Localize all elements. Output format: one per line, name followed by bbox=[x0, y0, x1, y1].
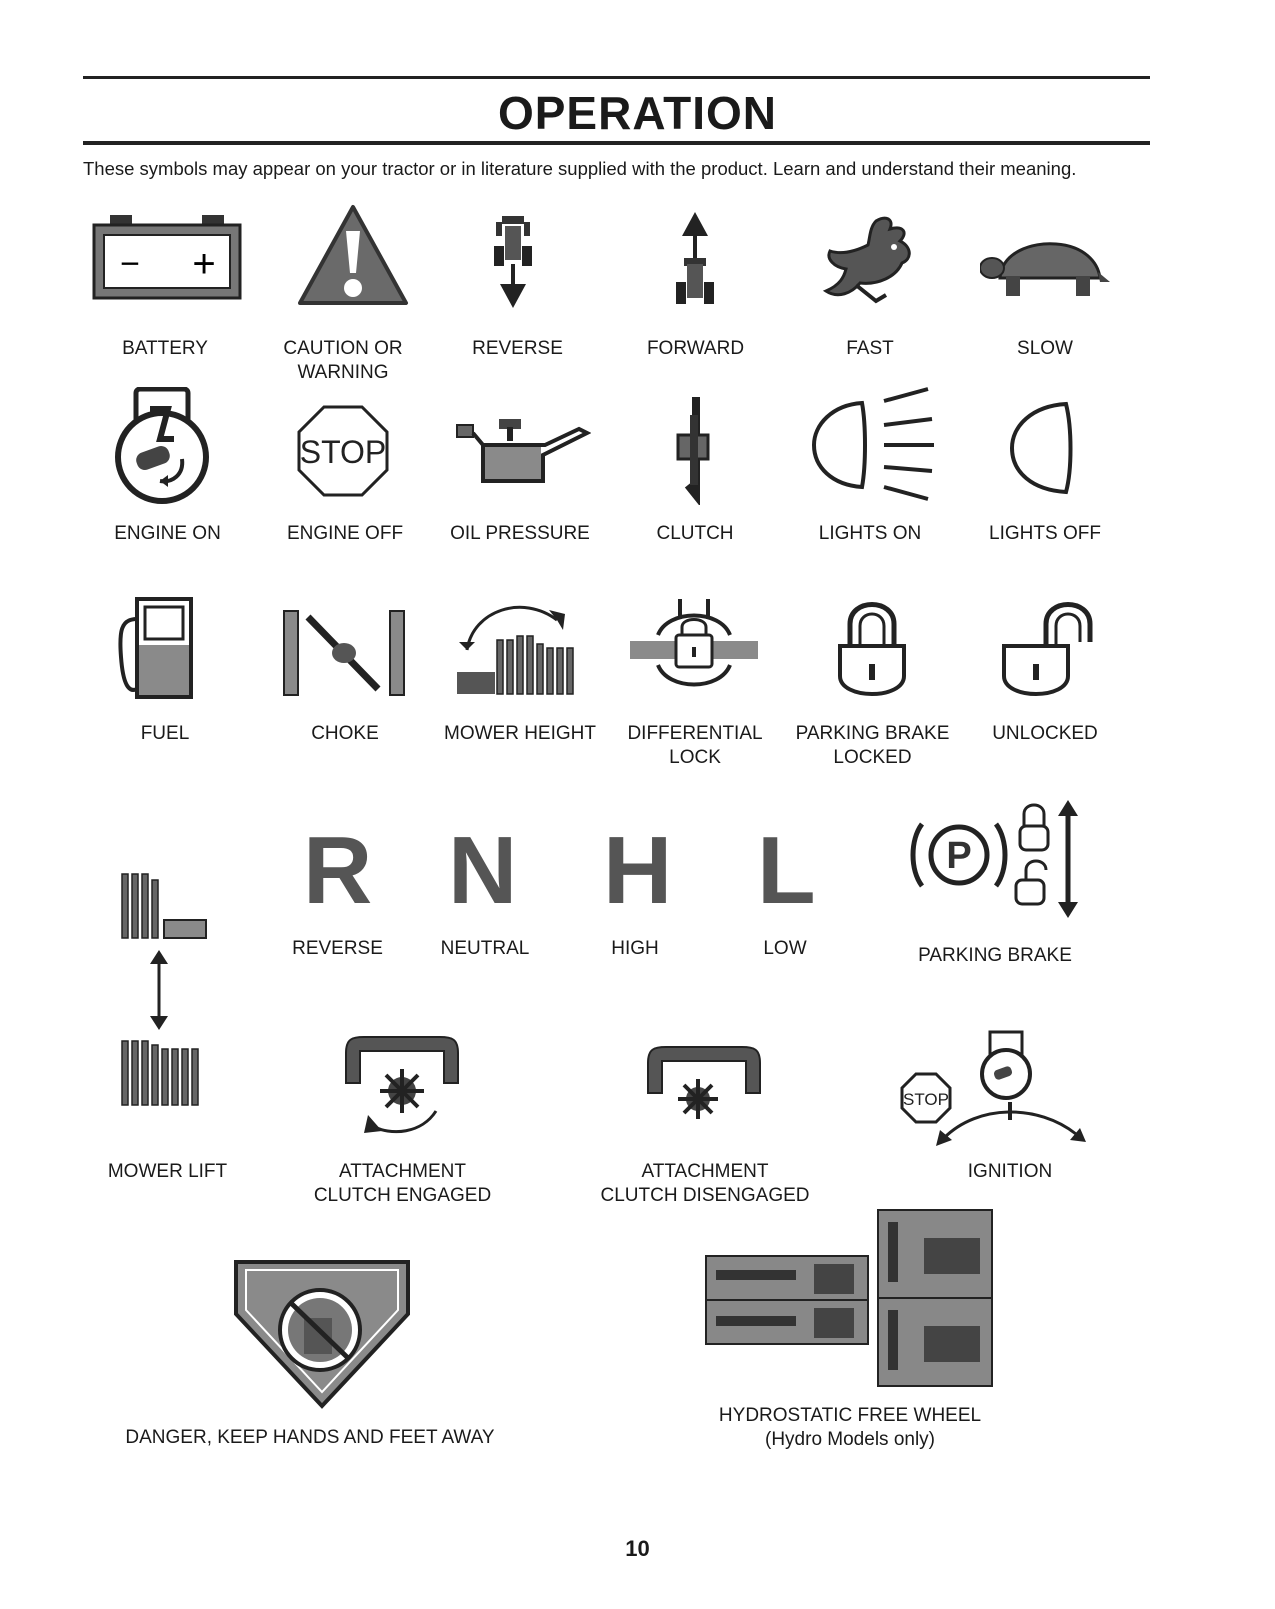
mower-lift-lowered-icon bbox=[120, 1035, 208, 1109]
label-fuel: FUEL bbox=[140, 723, 190, 744]
forward-arrow-icon bbox=[670, 210, 720, 310]
battery-minus: − bbox=[120, 245, 140, 283]
clutch-pedal-icon bbox=[670, 395, 716, 505]
label-mower-height: MOWER HEIGHT bbox=[444, 723, 596, 744]
label-danger: DANGER, KEEP HANDS AND FEET AWAY bbox=[125, 1427, 495, 1448]
label-gear-reverse: REVERSE bbox=[292, 938, 383, 959]
engine-on-icon bbox=[110, 387, 214, 507]
parking-brake-icon bbox=[908, 800, 1088, 918]
intro-text: These symbols may appear on your tractor or in literature supplied with the product. Learn and understand their meaning. bbox=[83, 158, 1077, 179]
label-unlocked: UNLOCKED bbox=[992, 723, 1098, 744]
lights-off-icon bbox=[1008, 400, 1074, 496]
choke-icon bbox=[282, 609, 406, 697]
label-battery: BATTERY bbox=[122, 338, 208, 359]
gear-l-glyph: L bbox=[757, 817, 816, 924]
padlock-unlocked-icon bbox=[1000, 596, 1096, 706]
ignition-icon bbox=[898, 1030, 1094, 1148]
label-choke: CHOKE bbox=[311, 723, 379, 744]
label-neutral: NEUTRAL bbox=[440, 938, 530, 959]
warning-icon bbox=[296, 203, 410, 307]
label-high: HIGH bbox=[611, 938, 659, 959]
attachment-disengaged-icon bbox=[642, 1043, 766, 1123]
label-clutch: CLUTCH bbox=[656, 523, 734, 544]
mower-height-icon bbox=[453, 590, 585, 702]
label-mower-lift: MOWER LIFT bbox=[107, 1161, 228, 1182]
padlock-locked-icon bbox=[836, 596, 908, 706]
attachment-engaged-icon bbox=[340, 1033, 464, 1141]
label-oil-pressure: OIL PRESSURE bbox=[450, 523, 590, 544]
gear-n-glyph: N bbox=[448, 817, 518, 924]
gear-h-glyph: H bbox=[603, 817, 673, 924]
hydrostatic-free-wheel-icon bbox=[704, 1208, 994, 1388]
lights-on-icon bbox=[810, 385, 940, 505]
stop-sign-icon bbox=[296, 404, 390, 498]
fuel-pump-icon bbox=[115, 597, 199, 699]
label-attachment-disengaged: ATTACHMENT CLUTCH DISENGAGED bbox=[600, 1161, 810, 1206]
title-rule bbox=[83, 141, 1150, 145]
label-differential-lock: DIFFERENTIAL LOCK bbox=[627, 723, 763, 768]
battery-icon bbox=[92, 215, 242, 300]
label-parking-brake-locked: PARKING BRAKE LOCKED bbox=[795, 723, 950, 768]
differential-lock-icon bbox=[628, 595, 760, 705]
label-forward: FORWARD bbox=[646, 338, 745, 359]
label-low: LOW bbox=[763, 938, 807, 959]
battery-plus: + bbox=[192, 242, 216, 286]
label-lights-off: LIGHTS OFF bbox=[989, 523, 1101, 544]
label-parking-brake: PARKING BRAKE bbox=[918, 945, 1072, 966]
ignition-stop-text: STOP bbox=[903, 1090, 949, 1109]
label-ignition: IGNITION bbox=[967, 1161, 1053, 1182]
label-lights-on: LIGHTS ON bbox=[818, 523, 922, 544]
page-title: OPERATION bbox=[497, 87, 778, 139]
label-engine-off: ENGINE OFF bbox=[286, 523, 404, 544]
oil-can-icon bbox=[455, 415, 591, 487]
stop-text: STOP bbox=[299, 434, 387, 470]
danger-hand-icon bbox=[228, 1258, 416, 1410]
page-number: 10 bbox=[625, 1536, 650, 1561]
gear-r-glyph: R bbox=[303, 817, 373, 924]
label-caution: CAUTION OR WARNING bbox=[283, 338, 403, 383]
label-attachment-engaged: ATTACHMENT CLUTCH ENGAGED bbox=[313, 1161, 492, 1206]
label-reverse: REVERSE bbox=[472, 338, 563, 359]
label-fast: FAST bbox=[846, 338, 894, 359]
label-slow: SLOW bbox=[1017, 338, 1073, 359]
mower-lift-raised-icon bbox=[120, 870, 208, 942]
reverse-arrow-icon bbox=[488, 212, 538, 310]
turtle-icon bbox=[980, 238, 1112, 304]
label-hydrostatic: HYDROSTATIC FREE WHEEL (Hydro Models only) bbox=[718, 1405, 982, 1450]
park-letter: P bbox=[946, 835, 972, 877]
rabbit-icon bbox=[816, 215, 920, 307]
top-rule bbox=[83, 76, 1150, 79]
up-down-arrow-icon bbox=[148, 950, 170, 1030]
label-engine-on: ENGINE ON bbox=[114, 523, 221, 544]
